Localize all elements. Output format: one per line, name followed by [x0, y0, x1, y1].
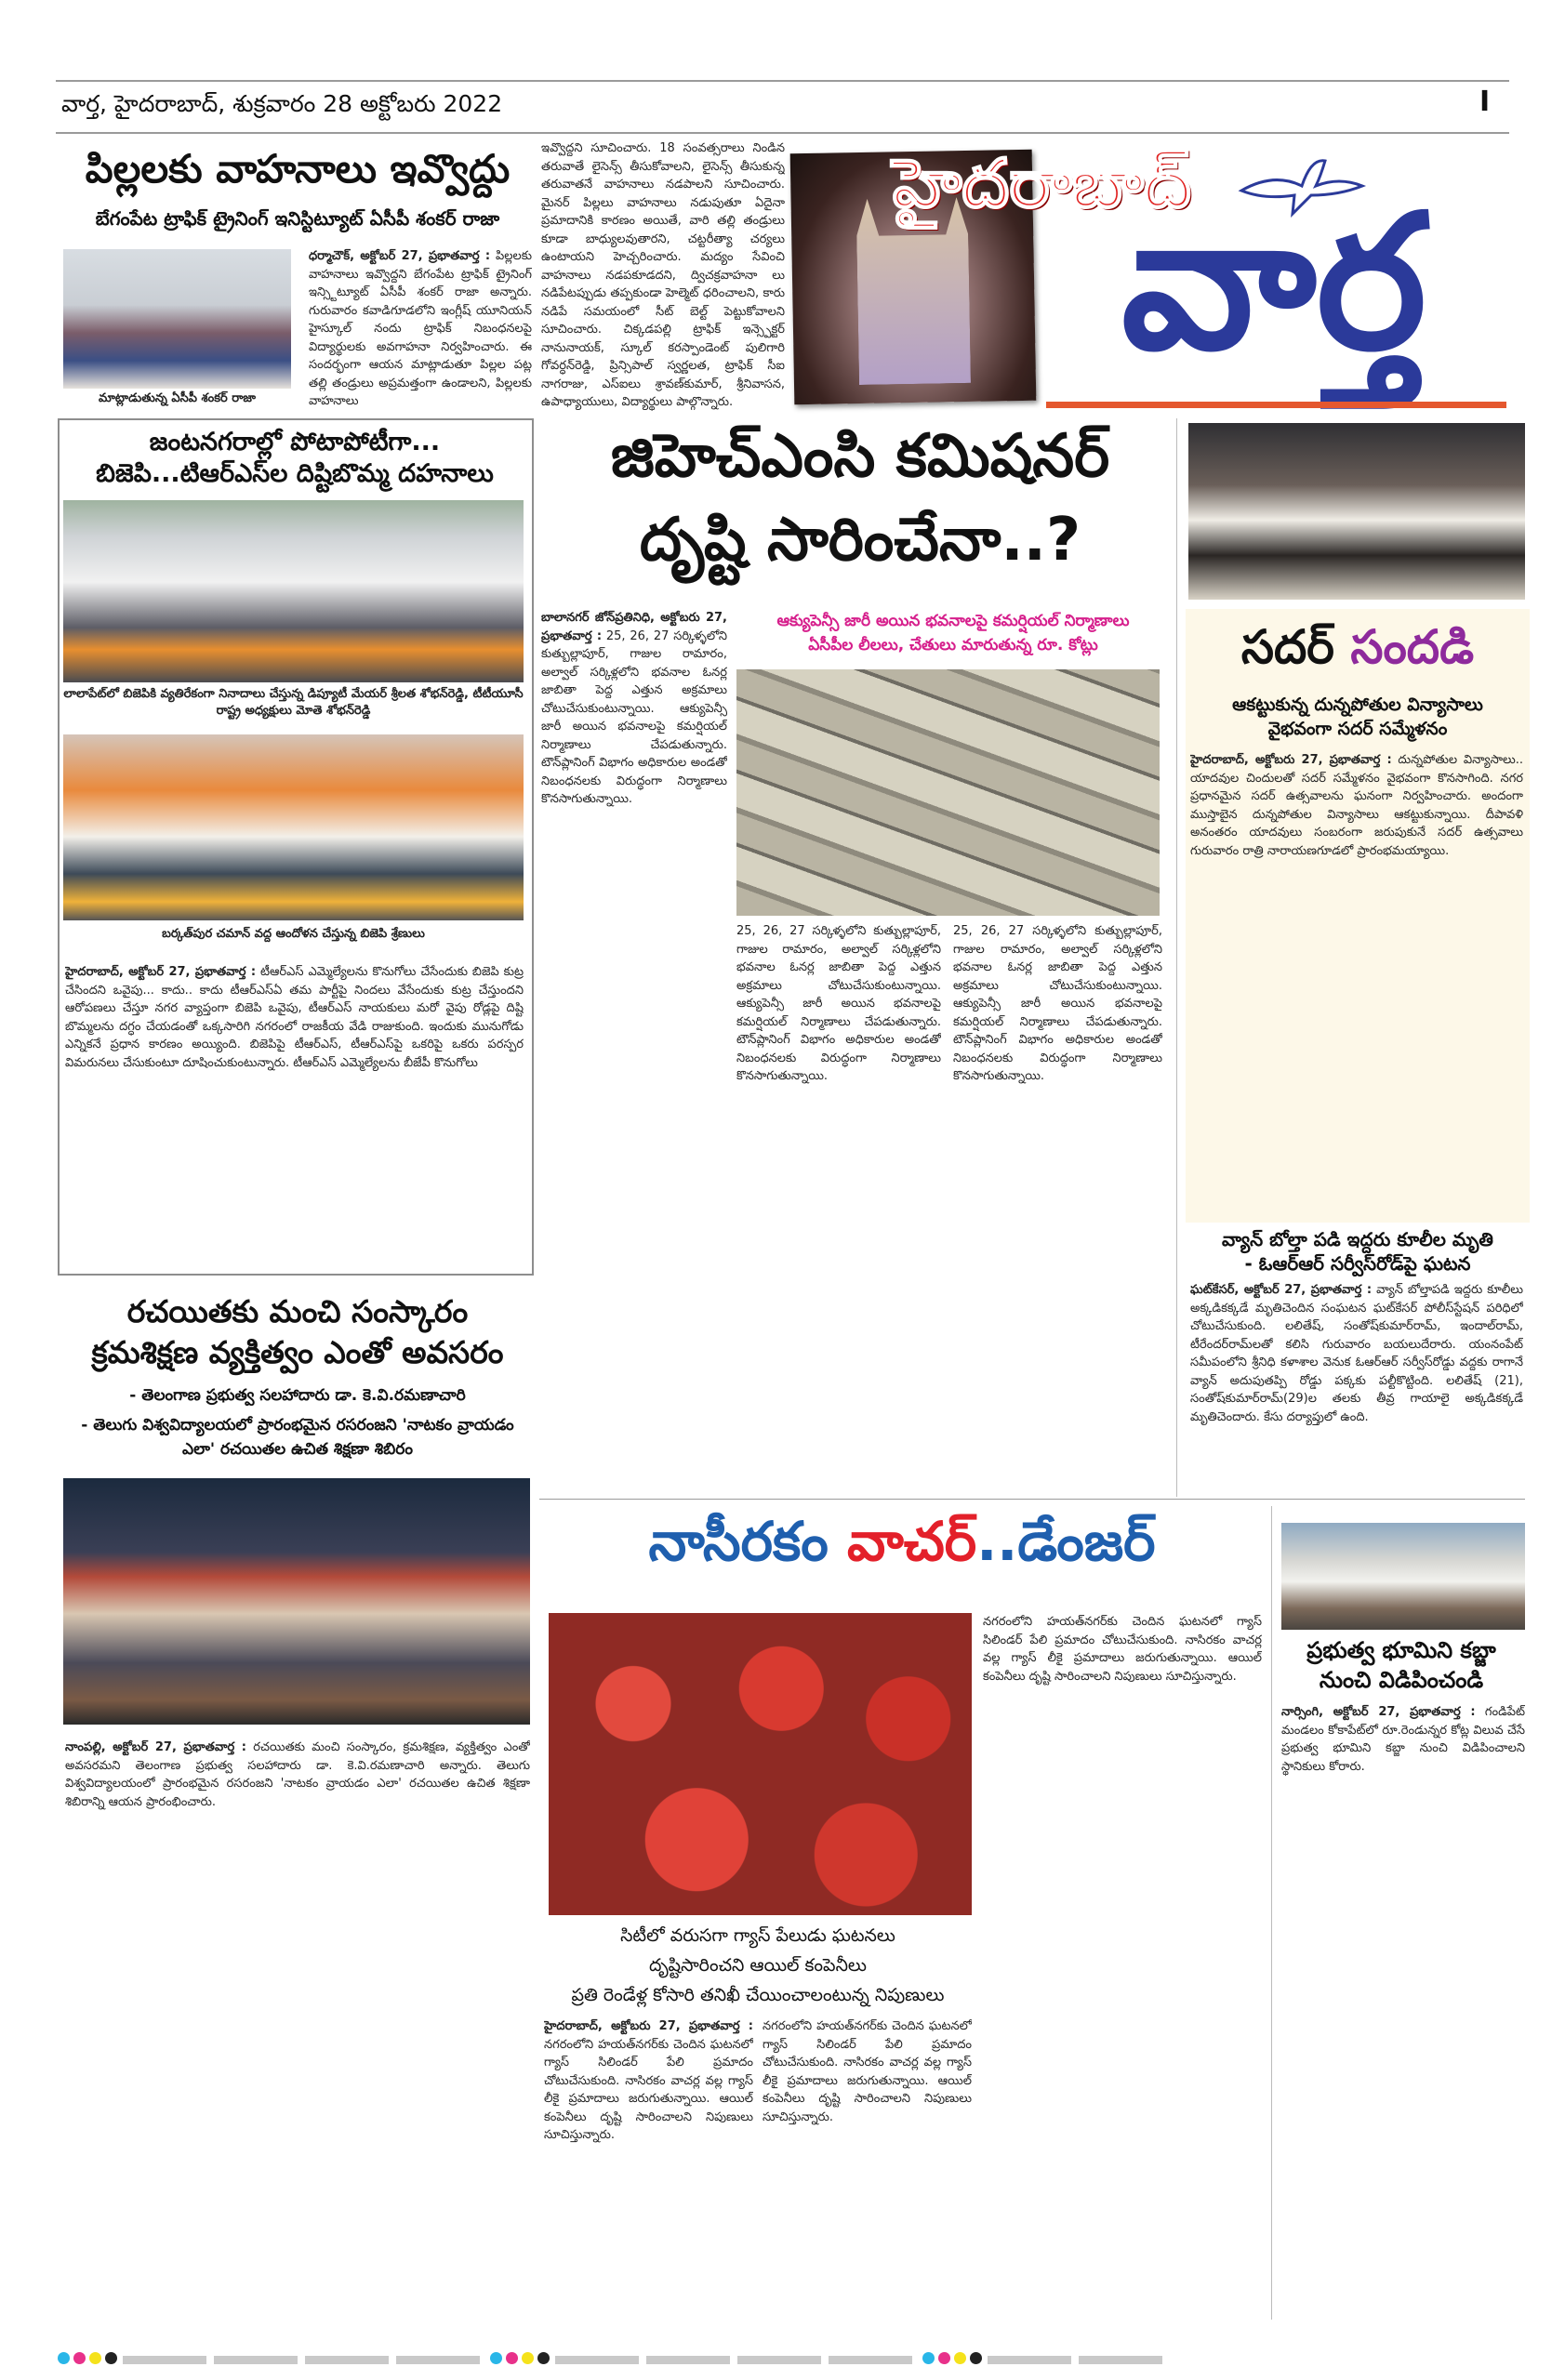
caption-lalapet: లాలాపేట్‌లో బిజెపికి వ్యతిరేకంగా నినాదాలు చేస్తున్న డిప్యూటీ మేయర్ శ్రీలత శోభన్‌రెడ్డి, టీటీయూసీ రాష్ట్ర అధ్యక్షులు మోతె శోభన్‌రెడ్డి [63, 687, 524, 718]
headline-ghmc-2: దృష్టి సారించేనా..? [639, 506, 1081, 575]
photo-gas-cylinders [549, 1613, 972, 1915]
subhead-children-vehicles: బేగంపేట ట్రాఫిక్ ట్రైనింగ్ ఇనిస్టిట్యూట్ ఏసీపీ శంకర్ రాజా [95, 207, 500, 230]
body-gas-col3: నగరంలోని హయత్‌నగర్‌కు చెందిన ఘటనలో గ్యాస్ సిలిండర్ పేలి ప్రమాదం చోటుచేసుకుంది. నాసిరకం వాచర్ల వల్ల గ్యాస్ లీకై ప్రమాదాలు జరుగుతున్నాయి. ఆయిల్ కంపెనీలు దృష్టి సారించాలని నిపుణులు సూచిస్తున్నారు. [983, 1615, 1262, 1684]
dateline: బాలానగర్ జోన్‌ప్రతినిధి, అక్టోబరు 27, ప్రభాతవార్త : [541, 611, 727, 643]
headline-writers-2: క్రమశిక్షణ వ్యక్తిత్వం ఎంతో అవసరం [91, 1334, 504, 1370]
dateline: నాంపల్లి, అక్టోబర్ 27, ప్రభాతవార్త : [65, 1740, 246, 1754]
body-gas-col1 [544, 2017, 753, 2315]
headline-van: వ్యాన్ బోల్తా పడి ఇద్దరు కూలీల మృతి [1222, 1228, 1493, 1250]
headline-sadar-black: సదర్ [1240, 620, 1334, 674]
masthead-title: వార్త [1121, 175, 1427, 391]
bullet-writers-1: - తెలంగాణ ప్రభుత్వ సలహాదారు డా. కె.వి.రమణాచారి [129, 1386, 466, 1405]
masthead-underline [1046, 402, 1506, 408]
dateline: హైదరాబాద్, అక్టోబరు 27, ప్రభాతవార్త : [544, 2019, 753, 2033]
header-rule [56, 132, 1509, 134]
masthead-city: హైదరాబాద్ [893, 144, 1191, 222]
body-sadar [1190, 751, 1523, 1216]
body-effigy [65, 963, 524, 1266]
body-children-vehicles-2: ఇవ్వొద్దని సూచించారు. 18 సంవత్సరాలు నిండిన తరువాతే లైసెన్స్ తీసుకోవాలని, లైసెన్స్ తీసుకున్న తరువాతనే వాహనాలు నడపాలని సూచించారు. మైనర్ పిల్లలు వాహనాలు నడుపుతూ ఏదైనా ప్రమాదానికి కారణం అయితే, వారి తల్లి తండ్రులు కూడా బాధ్యులవుతారని, చట్టరీత్యా చర్యలు ఉంటాయని హెచ్చరించారు. మద్యం సేవించి వాహనాలు నడపకూడదని, ద్విచక్రవాహనా లు నడిపేటప్పుడు తప్పకుండా హెల్మెట్ ధరించాలని, కారు నడిపే సమయంలో సీట్ బెల్ట్ పెట్టుకోవాలని సూచించారు. చిక్కడపల్లి ట్రాఫిక్ ఇన్స్పెక్టర్ నానునాయక్, స్కూల్ కరస్పాండెంట్ పులిగారి గోవర్ధన్‌రెడ్డి, ప్రిన్సిపాల్ స్వర్ణలత, ట్రాఫిక్ సీఐ నాగరాజు, ఎస్ఐలు శ్రావణ్‌కుమార్, శ్రీనివాసన, ఉపాధ్యాయులు, విద్యార్థులు పాల్గొన్నారు. [541, 141, 785, 409]
headline-ghmc-1: జిహెచ్ఎంసి కమిషనర్ [610, 422, 1110, 491]
headline-effigy-1: జంటనగరాల్లో పోటాపోటీగా... [149, 428, 441, 456]
body-text: టీఆర్ఎస్ ఎమ్మెల్యేలను కొనుగోలు చేసేందుకు బిజెపి కుట్ర చేసిందని ఒవైపు... కాదు.. కాదు టీఆర్ఎస్ఏ తమ పార్టీపై నిందలు వేసేందుకు కుట్ర చేస్తుందని ఆరోపణలు చేస్తూ నగర వ్యాప్తంగా బిజెపి ఒవైపు, టీఆర్ఎస్ నాయకులు మరో వైపు రోడ్లపై దిష్టి బొమ్మలను దగ్ధం చేయడంతో ఒక్కసారిగి నగరంలో రాజకీయ వేడి రాజుకుంది. ఇందుకు మునుగోడు ఎన్నికనే ప్రధాన కారణం అయ్యింది. బిజెపిపై టీఆర్ఎస్, టీఆర్ఎస్‌పై ఒకరిపై ఒకరు పరస్పర విమరునలు చేసుకుంటూ దూషించుకుంటున్నారు. టీఆర్ఎస్ ఎమ్మెల్యేలను బీజేపీ కొనుగోలు [65, 965, 524, 1070]
body-ghmc-col1 [541, 609, 727, 1492]
body-text: వ్యాన్ బోల్తాపడి ఇద్దరు కూలీలు అక్కడికక్కడే మృతిచెందిన సంఘటన ఘట్‌కేసర్ పోలీస్‌స్టేషన్ పరిధిలో చోటుచేసుకుంది. లలితేష్, సంతోష్‌కుమార్‌రామ్, ఇందాల్‌రామ్, టీరేందర్‌రామ్‌లతో కలిసి గురువారం బయలుదేరారు. యంనంపేట్ సమీపంలోని శ్రీనిధి కళాశాల వెనుక ఓఆర్ఆర్ సర్వీస్‌రోడ్డు వద్దకు రాగానే వ్యాన్ అదుపుతప్పి రోడ్డు పక్కకు పల్టీకొట్టింది. లలితేష్ (21), సంతోష్‌కుమార్‌రామ్(29)ల తలకు తీవ్ర గాయాలై అక్కడికక్కడే మృతిచెందారు. కేసు దర్యాప్తులో ఉంది. [1190, 1283, 1523, 1424]
headline-sadar [1186, 621, 1530, 675]
headline-gas [539, 1511, 1265, 1573]
page-dateline: వార్త, హైదరాబాద్, శుక్రవారం 28 అక్టోబరు 2022 [61, 90, 503, 117]
body-text: రచయితకు మంచి సంస్కారం, క్రమశిక్షణ, వ్యక్తిత్వం ఎంతో అవసరమని తెలంగాణ ప్రభుత్వ సలహాదారు డా. కె.వి.రమణాచారి అన్నారు. తెలుగు విశ్వవిద్యాలయంలో ప్రారంభమైన రసరంజని 'నాటకం వ్రాయడం ఎలా' రచయితల ఉచిత శిక్షణా శిబిరాన్ని ఆయన ప్రారంభించారు. [65, 1740, 530, 1809]
headline-land-1: ప్రభుత్వ భూమిని కబ్జా [1306, 1637, 1496, 1663]
column-divider [1176, 418, 1177, 1497]
photo-currency-notes [736, 669, 1160, 916]
body-text: గండిపేట్ మండలం కోకాపేట్‌లో రూ.రెండున్నర కోట్ల విలువ చేసే ప్రభుత్వ భూమిని కబ్జా నుంచి విడిపించాలని స్థానికులు కోరారు. [1281, 1705, 1525, 1774]
print-registration-marks [56, 2350, 1525, 2368]
headline-gas-part2: వాచర్ [846, 1510, 977, 1573]
dateline: ఘట్‌కేసర్, అక్టోబర్ 27, ప్రభాతవార్త : [1190, 1283, 1373, 1297]
body-text: దున్నపోతుల విన్యాసాలు.. యాదవుల చిందులతో సదర్ సమ్మేళనం వైభవంగా కొనసాగింది. నగర ప్రధానమైన సదర్ ఉత్సవాలను ఘనంగా నిర్వహించారు. అందంగా ముస్తాబైన దున్నపోతుల విన్యాసాలు ఆకట్టుకున్నాయి. దీపావళి అనంతరం యాదవులు సంబరంగా జరుపుకునే సదర్ ఉత్సవాలు గురువారం రాత్రి నారాయణగూడలో ప్రారంభమయ్యాయి. [1190, 753, 1523, 858]
body-ghmc-col2: 25, 26, 27 సర్కిళ్ళలోని కుత్బుల్లాపూర్, గాజుల రామారం, అల్వాల్ సర్కిళ్లలోని భవనాల ఓనర్ల జాబితా పెద్ద ఎత్తున అక్రమాలు చోటుచేసుకుంటున్నాయి. ఆక్యుపెన్సీ జారీ అయిన భవనాలపై కమర్షియల్ నిర్మాణాలు చేపడుతున్నారు. టౌన్‌ప్లానింగ్ విభాగం అధికారుల అండతో నిబంధనలకు విరుద్ధంగా నిర్మాణాలు కొనసాగుతున్నాయి. [736, 924, 941, 1083]
headline-land-2: నుంచి విడిపించండి [1319, 1667, 1484, 1693]
dateline: నార్సింగి, అక్టోబర్ 27, ప్రభాతవార్త : [1281, 1705, 1476, 1719]
body-ghmc-col3: 25, 26, 27 సర్కిళ్ళలోని కుత్బుల్లాపూర్, గాజుల రామారం, అల్వాల్ సర్కిళ్లలోని భవనాల ఓనర్ల జాబితా పెద్ద ఎత్తున అక్రమాలు చోటుచేసుకుంటున్నాయి. ఆక్యుపెన్సీ జారీ అయిన భవనాలపై కమర్షియల్ నిర్మాణాలు చేపడుతున్నారు. టౌన్‌ప్లానింగ్ విభాగం అధికారుల అండతో నిబంధనలకు విరుద్ధంగా నిర్మాణాలు కొనసాగుతున్నాయి. [953, 924, 1162, 1083]
page-number: I [1479, 86, 1491, 118]
dateline: హైదరాబాద్, అక్టోబర్ 27, ప్రభాతవార్త : [65, 965, 257, 979]
photo-acp-speaking [63, 249, 291, 389]
body-van [1190, 1281, 1523, 1493]
caption-acp: మాట్లాడుతున్న ఏసీపీ శంకర్ రాజా [98, 391, 257, 405]
headline-children-vehicles: పిల్లలకు వాహనాలు ఇవ్వొద్దు [85, 146, 511, 192]
section-rule [539, 1499, 1525, 1500]
body-children-vehicles-1 [309, 247, 532, 411]
dateline: ధర్మాచౌక్, అక్టోబర్ 27, ప్రభాతవార్త : [309, 249, 491, 263]
body-text: 25, 26, 27 సర్కిళ్ళలోని కుత్బుల్లాపూర్, గాజుల రామారం, అల్వాల్ సర్కిళ్లలోని భవనాల ఓనర్ల జాబితా పెద్ద ఎత్తున అక్రమాలు చోటుచేసుకుంటున్నాయి. ఆక్యుపెన్సీ జారీ అయిన భవనాలపై కమర్షియల్ నిర్మాణాలు చేపడుతున్నారు. టౌన్‌ప్లానింగ్ విభాగం అధికారుల అండతో నిబంధనలకు విరుద్ధంగా నిర్మాణాలు కొనసాగుతున్నాయి. [541, 628, 727, 806]
dateline: హైదరాబాద్, అక్టోబరు 27, ప్రభాతవార్త : [1190, 753, 1392, 767]
subhead-line: దృష్టిసారించని ఆయిల్ కంపెనీలు [649, 1955, 867, 1976]
headline-writers-1: రచయితకు మంచి సంస్కారం [126, 1293, 469, 1329]
bullet-writers-2: - తెలుగు విశ్వవిద్యాలయలో ప్రారంభమైన రసరంజని 'నాటకం వ్రాయడం ఎలా' రచయితల ఉచిత శిక్షణా శిబిరం [81, 1416, 514, 1459]
subhead-sadar-1: ఆకట్టుకున్న దున్నపోతుల విన్యాసాలు [1232, 694, 1483, 715]
subhead-ghmc [735, 609, 1172, 657]
body-text: పిల్లలకు వాహనాలు ఇవ్వొద్దని బేగంపేట ట్రాఫిక్ ట్రైనింగ్ ఇన్స్టిట్యూట్ ఏసీపీ శంకర్ రాజా అన్నారు. గురువారం కవాడిగూడలోని ఇంగ్లీష్ యూనియన్ హైస్కూల్ నందు ట్రాఫిక్ నిబంధనలపై విద్యార్థులకు అవగాహనా నిర్వహించారు. ఈ సందర్భంగా ఆయన మాట్లాడుతూ పిల్లల పట్ల తల్లి తండ్రులు అప్రమత్తంగా ఉండాలని, పిల్లలకు వాహనాలు [309, 249, 532, 408]
column-divider [1271, 1506, 1272, 2320]
caption-barkatpura: బర్కత్‌పుర చమాన్ వద్ద ఆందోళన చేస్తున్న బిజెపి శ్రేణులు [162, 927, 425, 941]
body-gas-col2: నగరంలోని హయత్‌నగర్‌కు చెందిన ఘటనలో గ్యాస్ సిలిండర్ పేలి ప్రమాదం చోటుచేసుకుంది. నాసిరకం వాచర్ల వల్ల గ్యాస్ లీకై ప్రమాదాలు జరుగుతున్నాయి. ఆయిల్ కంపెనీలు దృష్టి సారించాలని నిపుణులు సూచిస్తున్నారు. [763, 2019, 972, 2124]
headline-sadar-purple: సందడి [1350, 620, 1475, 674]
headline-gas-part1: నాసీరకం [648, 1510, 829, 1573]
photo-sadar-buffalo [1188, 423, 1525, 600]
body-text: నగరంలోని హయత్‌నగర్‌కు చెందిన ఘటనలో గ్యాస్ సిలిండర్ పేలి ప్రమాదం చోటుచేసుకుంది. నాసిరకం వాచర్ల వల్ల గ్యాస్ లీకై ప్రమాదాలు జరుగుతున్నాయి. ఆయిల్ కంపెనీలు దృష్టి సారించాలని నిపుణులు సూచిస్తున్నారు. [544, 2037, 753, 2142]
photo-barkatpura-protest [63, 734, 524, 920]
photo-writers-workshop [63, 1478, 530, 1725]
photo-land-protest [1281, 1523, 1525, 1630]
headline-effigy-2: బిజెపి...టిఆర్ఎస్‌ల దిష్టిబొమ్మ దహనాలు [96, 459, 494, 488]
top-rule [56, 80, 1509, 82]
subhead-line: ఏసీపీల లీలలు, చేతులు మారుతున్న రూ. కోట్లు [808, 636, 1098, 654]
subhead-sadar-2: వైభవంగా సదర్ సమ్మేళనం [1267, 719, 1448, 739]
subhead-line: సిటీలో వరుసగా గ్యాస్ పేలుడు ఘటనలు [620, 1925, 895, 1946]
subhead-van: - ఓఆర్ఆర్ సర్వీస్‌రోడ్‌పై ఘటన [1244, 1252, 1471, 1275]
subhead-line: ఆక్యుపెన్సీ జారీ అయిన భవనాలపై కమర్షియల్ నిర్మాణాలు [776, 612, 1130, 630]
subhead-gas [539, 1921, 976, 2010]
body-writers [65, 1739, 530, 2315]
subhead-line: ప్రతి రెండేళ్ల కోసారి తనిఖీ చేయించాలంటున్న నిపుణులు [571, 1985, 945, 2005]
body-land [1281, 1703, 1525, 2315]
photo-lalapet-protest [63, 500, 524, 682]
headline-gas-part3: ..డేంజర్ [976, 1510, 1156, 1573]
